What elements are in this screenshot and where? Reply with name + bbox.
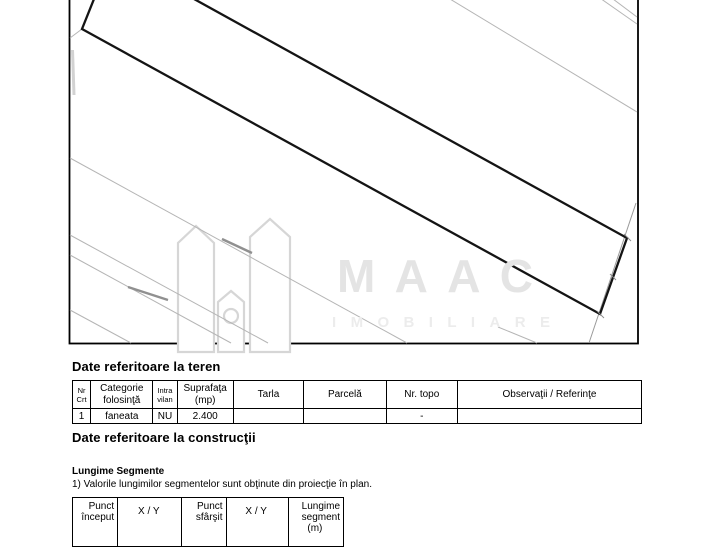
cell-tarla: [233, 409, 303, 424]
col-intravilan: [153, 381, 177, 409]
logo-right-arch: [250, 219, 290, 352]
segmente-table: [72, 497, 344, 547]
col-punct-inceput: [73, 498, 118, 547]
col-nr-crt: [73, 381, 91, 409]
constructii-section-title: Date referitoare la construcţii: [72, 430, 256, 445]
col-categorie-line1: Categorie: [100, 383, 144, 394]
col-suprafata: [177, 381, 233, 409]
cell-suprafata: 2.400: [177, 409, 233, 424]
cell-intravilan: NU: [153, 409, 177, 424]
watermark-subtitle-text: IMOBILIARE: [332, 314, 550, 331]
col-categorie: [91, 381, 153, 409]
col-punct-sfarsit: [182, 498, 226, 547]
col-intravilan-line1: Intra: [157, 385, 173, 395]
col-parcela: Parcelă: [304, 381, 386, 409]
col-intravilan-line2: vilan: [157, 394, 173, 404]
col-punct-inceput-line1: Punct: [88, 501, 115, 512]
col-punct-sfarsit-line2: sfârşit: [195, 512, 223, 524]
segmente-note: 1) Valorile lungimilor segmentelor sunt obţinute din proiecţie în plan.: [72, 479, 372, 490]
col-observatii: Observaţii / Referinţe: [457, 381, 641, 409]
cell-parcela: [304, 409, 386, 424]
col-suprafata-line1: Suprafaţa: [183, 383, 227, 394]
teren-header-row: [73, 381, 642, 409]
col-lungime-line2: segment: [301, 512, 340, 524]
watermark-brand-text: MAAC: [337, 250, 533, 302]
col-punct-inceput-line2: început: [81, 512, 115, 524]
teren-section-title: Date referitoare la teren: [72, 359, 221, 374]
col-xy-inceput: X / Y: [118, 498, 182, 547]
col-punct-sfarsit-line1: Punct: [196, 501, 223, 512]
teren-table: [72, 380, 642, 424]
logo-left-arch: [178, 226, 214, 352]
col-suprafata-line2: (mp): [194, 394, 216, 406]
col-lungime-line1: Lungime: [301, 501, 340, 512]
watermark-logo-icon: [178, 219, 290, 352]
cell-nr: 1: [73, 409, 91, 424]
segmente-header-row: [73, 498, 344, 547]
segmente-title: Lungime Segmente: [72, 466, 165, 477]
cell-categorie: faneata: [91, 409, 153, 424]
col-nr-topo: Nr. topo: [386, 381, 457, 409]
faded-line-smudge: [73, 50, 75, 95]
col-nr-crt-line2: Crt: [76, 394, 87, 404]
col-tarla: Tarla: [233, 381, 303, 409]
col-lungime-segment: [288, 498, 343, 547]
cell-nr-topo: -: [386, 409, 457, 424]
col-lungime-line3: (m): [307, 523, 323, 535]
col-categorie-line2: folosinţă: [103, 394, 141, 406]
col-xy-sfarsit: X / Y: [226, 498, 288, 547]
teren-data-row: [73, 409, 642, 424]
cell-observatii: [457, 409, 641, 424]
col-nr-crt-line1: Nr: [77, 385, 86, 395]
